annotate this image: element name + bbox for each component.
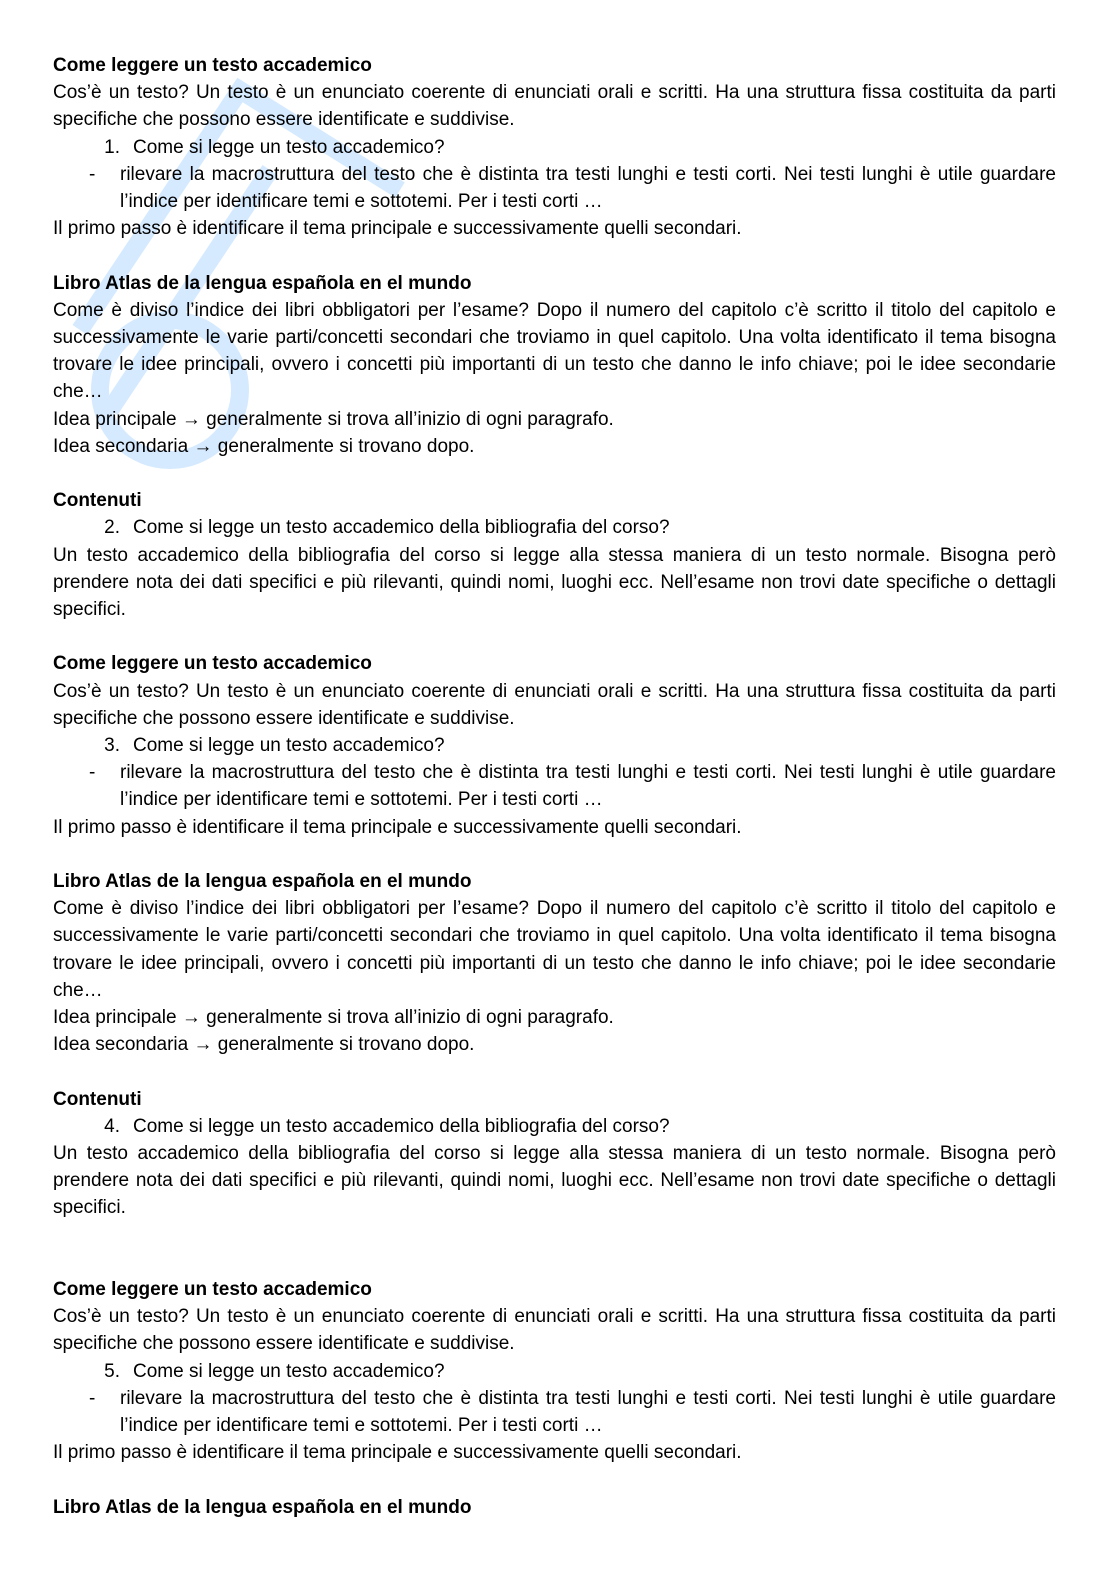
section-reading-academic-text-2 <box>53 650 1056 840</box>
section-heading: Come leggere un testo accademico <box>53 1279 372 1301</box>
numbered-item <box>53 1358 1056 1385</box>
numbered-item <box>53 1113 1056 1140</box>
paragraph: Idea secondaria → generalmente si trovano dopo. <box>53 1034 475 1056</box>
section-heading: Libro Atlas de la lengua española en el mundo <box>53 871 472 893</box>
section-reading-academic-text-3 <box>53 1276 1056 1466</box>
section-heading: Libro Atlas de la lengua española en el mundo <box>53 272 472 294</box>
paragraph: Cos’è un testo? Un testo è un enunciato coerente di enunciati orali e scritti. Ha una struttura fissa costituita da parti specifiche che possono essere identificate e suddivise. <box>53 680 1056 729</box>
section-atlas-book-1 <box>53 270 1056 460</box>
section-heading: Contenuti <box>53 490 142 512</box>
paragraph: Cos’è un testo? Un testo è un enunciato coerente di enunciati orali e scritti. Ha una struttura fissa costituita da parti specifiche che possono essere identificate e suddivise. <box>53 1306 1056 1355</box>
bullet-text: rilevare la macrostruttura del testo che è distinta tra testi lunghi e testi corti. Nei testi lunghi è utile guardare l’indice per identificare temi e sottotemi. Per i testi corti … <box>120 163 1056 213</box>
numbered-item <box>53 134 1056 161</box>
paragraph: Come è diviso l’indice dei libri obbligatori per l’esame? Dopo il numero del capitolo c’è scritto il titolo del capitolo e successivamente le varie parti/concetti secondari che troviamo in quel capitolo. Una volta identificato il tema bisogna trovare le idee principali, ovvero i concetti più importanti di un testo che danno le info chiave; poi le idee secondarie che… <box>53 898 1056 1001</box>
section-heading: Libro Atlas de la lengua española en el mundo <box>53 1496 472 1518</box>
item-number: 5. <box>104 1360 120 1382</box>
section-heading: Come leggere un testo accademico <box>53 55 372 76</box>
paragraph: Idea principale → generalmente si trova all’inizio di ogni paragrafo. <box>53 1007 614 1029</box>
paragraph: Cos’è un testo? Un testo è un enunciato coerente di enunciati orali e scritti. Ha una struttura fissa costituita da parti specifiche che possono essere identificate e suddivise. <box>53 82 1056 131</box>
section-reading-academic-text-1 <box>53 52 1056 242</box>
item-text: Come si legge un testo accademico? <box>133 1360 445 1382</box>
item-number: 1. <box>104 136 120 158</box>
bullet-text: rilevare la macrostruttura del testo che è distinta tra testi lunghi e testi corti. Nei testi lunghi è utile guardare l’indice per identificare temi e sottotemi. Per i testi corti … <box>120 1387 1056 1437</box>
bullet-item <box>53 161 1056 215</box>
dash-marker: - <box>89 762 96 784</box>
bullet-text: rilevare la macrostruttura del testo che è distinta tra testi lunghi e testi corti. Nei testi lunghi è utile guardare l’indice per identificare temi e sottotemi. Per i testi corti … <box>120 762 1056 811</box>
section-contents-1 <box>53 487 1056 623</box>
item-text: Come si legge un testo accademico? <box>133 136 445 158</box>
section-heading: Come leggere un testo accademico <box>53 653 372 675</box>
numbered-item <box>53 732 1056 759</box>
numbered-item <box>53 514 1056 541</box>
item-text: Come si legge un testo accademico della bibliografia del corso? <box>133 1115 670 1137</box>
bullet-item <box>53 1385 1056 1439</box>
paragraph: Come è diviso l’indice dei libri obbligatori per l’esame? Dopo il numero del capitolo c’è scritto il titolo del capitolo e successivamente le varie parti/concetti secondari che troviamo in quel capitolo. Una volta identificato il tema bisogna trovare le idee principali, ovvero i concetti più importanti di un testo che danno le info chiave; poi le idee secondarie che… <box>53 299 1056 403</box>
paragraph: Idea secondaria → generalmente si trovano dopo. <box>53 435 475 457</box>
item-number: 4. <box>104 1115 120 1137</box>
section-heading: Contenuti <box>53 1088 142 1110</box>
bullet-item <box>53 759 1056 813</box>
section-atlas-book-3 <box>53 1494 1056 1521</box>
dash-marker: - <box>89 163 96 185</box>
paragraph: Un testo accademico della bibliografia del corso si legge alla stessa maniera di un testo normale. Bisogna però prendere nota dei dati specifici e più rilevanti, quindi nomi, luoghi ecc. Nell’esame non trovi date specifiche o dettagli specifici. <box>53 1143 1056 1219</box>
dash-marker: - <box>89 1387 96 1409</box>
paragraph: Il primo passo è identificare il tema principale e successivamente quelli secondari. <box>53 816 742 838</box>
document-page <box>53 52 1056 1521</box>
item-text: Come si legge un testo accademico della bibliografia del corso? <box>133 517 670 539</box>
section-atlas-book-2 <box>53 868 1056 1058</box>
paragraph: Il primo passo è identificare il tema principale e successivamente quelli secondari. <box>53 1442 742 1464</box>
item-number: 2. <box>104 517 120 539</box>
item-text: Come si legge un testo accademico? <box>133 735 445 757</box>
paragraph: Idea principale → generalmente si trova all’inizio di ogni paragrafo. <box>53 408 614 430</box>
paragraph: Il primo passo è identificare il tema principale e successivamente quelli secondari. <box>53 218 742 240</box>
section-contents-2 <box>53 1086 1056 1222</box>
item-number: 3. <box>104 735 120 757</box>
paragraph: Un testo accademico della bibliografia del corso si legge alla stessa maniera di un testo normale. Bisogna però prendere nota dei dati specifici e più rilevanti, quindi nomi, luoghi ecc. Nell’esame non trovi date specifiche o dettagli specifici. <box>53 544 1056 621</box>
